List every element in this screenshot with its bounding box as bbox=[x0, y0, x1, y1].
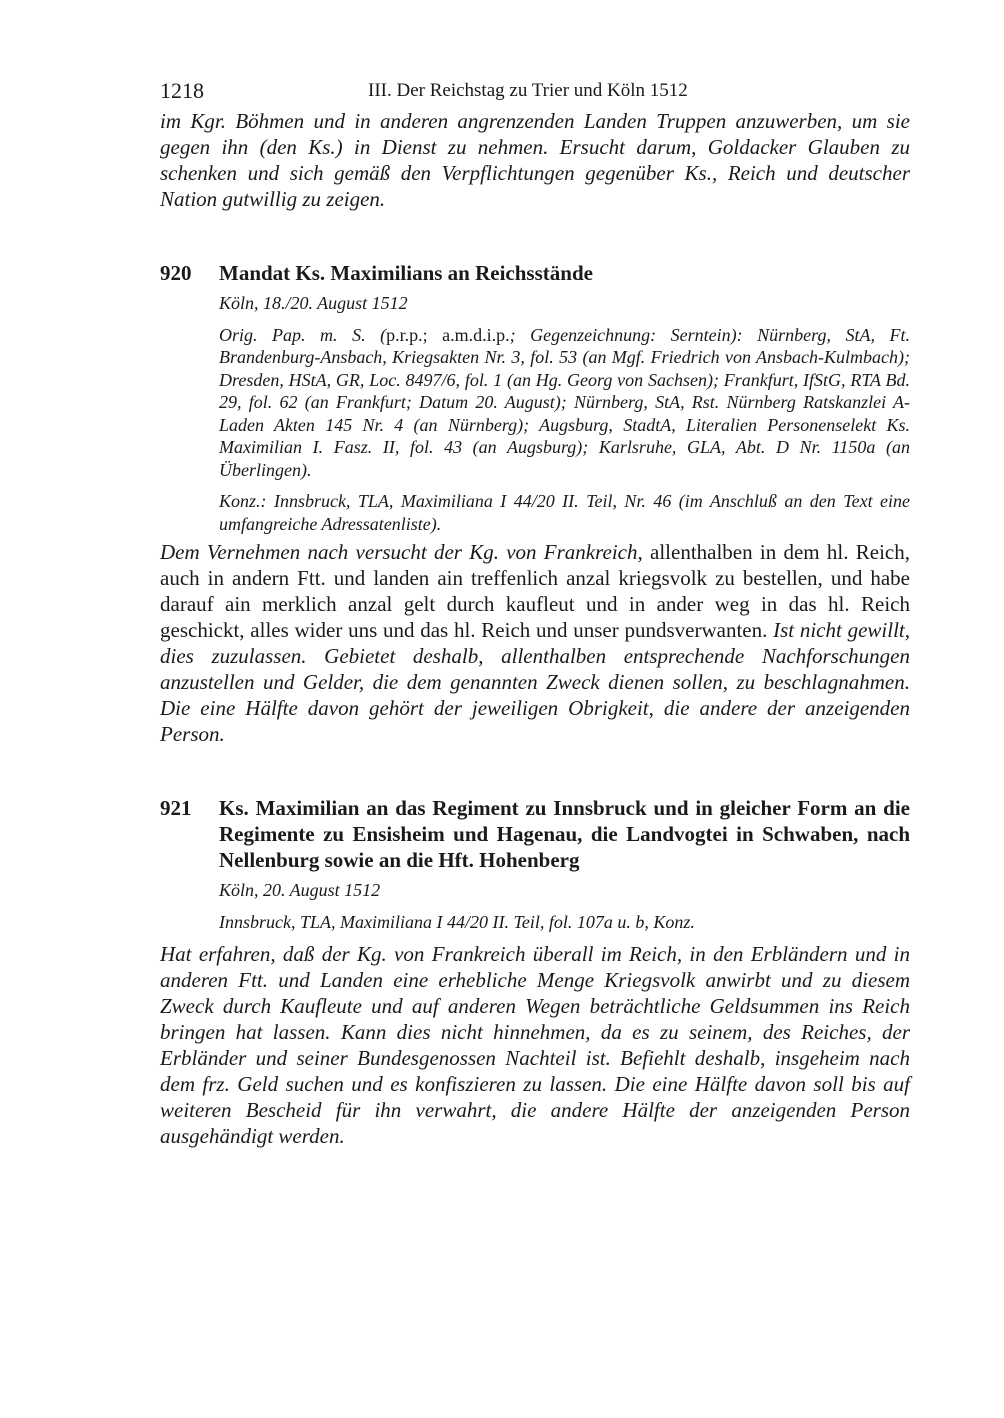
entry-place-date: Köln, 18./20. August 1512 bbox=[219, 293, 408, 313]
running-head: III. Der Reichstag zu Trier und Köln 1512 bbox=[368, 80, 688, 101]
body-italic-2: Ist nicht gewillt, dies zuzulassen. Gebietet deshalb, allenthalben entsprechende Nachforschungen anzustellen und Gelder, die dem genannten Zweck dienen sollen, zu beschlagnahmen. Die eine Hälfte davon gehört der jeweiligen Obrigkeit, die andere der anzeigenden Person. bbox=[160, 618, 910, 746]
entry-title: Ks. Maximilian an das Regiment zu Innsbruck und in gleicher Form an die Regimente zu Ensisheim und Hagenau, die Landvogtei in Schwaben, nach Nellenburg sowie an die Hft. Hohenberg bbox=[219, 796, 910, 872]
document-page bbox=[160, 78, 910, 1149]
entry-number: 921 bbox=[160, 796, 192, 820]
entry-title: Mandat Ks. Maximilians an Reichsstände bbox=[219, 261, 593, 285]
entry-sources bbox=[219, 324, 910, 482]
source-prefix: Orig. Pap. m. S. ( bbox=[219, 324, 387, 345]
entry-place-date: Köln, 20. August 1512 bbox=[219, 880, 381, 900]
entry-source: Innsbruck, TLA, Maximiliana I 44/20 II. Teil, fol. 107a u. b, Konz. bbox=[219, 911, 695, 932]
body-roman: allenthalben in dem hl. Reich, auch in andern Ftt. und landen ain treffenlich anzal kriegsvolk zu bestellen, und habe darauf ain merklich anzal gelt durch kaufleut und in ander weg in das hl. Reich geschickt, alles wider uns und das hl. Reich und unser pundsverwanten. bbox=[160, 540, 910, 642]
entry-draft-source: Konz.: Innsbruck, TLA, Maximiliana I 44/20 II. Teil, Nr. 46 (im Anschluß an den Text eine umfangreiche Adressatenliste). bbox=[219, 491, 910, 534]
entry-number: 920 bbox=[160, 261, 192, 285]
body-italic-1: Dem Vernehmen nach versucht der Kg. von Frankreich, bbox=[160, 540, 643, 564]
entry-920 bbox=[160, 260, 910, 747]
page-number: 1218 bbox=[160, 78, 204, 103]
intro-paragraph: im Kgr. Böhmen und in anderen angrenzenden Landen Truppen anzuwerben, um sie gegen ihn (den Ks.) in Dienst zu nehmen. Ersucht darum, Goldacker Glauben zu schenken und sich gemäß den Verpflichtungen gegenüber Ks., Reich und deutscher Nation gutwillig zu zeigen. bbox=[160, 109, 910, 211]
entry-921 bbox=[160, 795, 910, 1149]
entry-body: Hat erfahren, daß der Kg. von Frankreich überall im Reich, in den Erbländern und in anderen Ftt. und Landen eine erhebliche Menge Kriegsvolk anwirbt und zu diesem Zweck durch Kaufleute und auf anderen Wegen beträchtliche Geldsummen ins Reich bringen hat lassen. Kann dies nicht hinnehmen, da es zu seinem, des Reiches, der Erbländer und seiner Bundesgenossen Nachteil ist. Befiehlt deshalb, insgeheim nach dem frz. Geld suchen und es konfiszieren zu lassen. Die eine Hälfte davon soll bis auf weiteren Bescheid für ihn verwahrt, die andere Hälfte der anzeigenden Person ausgehändigt werden. bbox=[160, 942, 910, 1148]
source-roman-1: p.r.p.; bbox=[386, 324, 428, 345]
entry-body bbox=[160, 539, 910, 747]
page-header bbox=[160, 78, 910, 108]
source-rest: ; Gegenzeichnung: Serntein): Nürnberg, StA, Ft. Brandenburg-Ansbach, Kriegsakten Nr. 3, fol. 53 (an Mgf. Friedrich von Ansbach-Kulmbach); Dresden, HStA, GR, Loc. 8497/6, fol. 1 (an Hg. Georg von Sachsen); Frankfurt, IfStG, RTA Bd. 29, fol. 62 (an Frankfurt; Datum 20. August); Nürnberg, StA, Rst. Nürnberg Ratskanzlei A-Laden Akten 145 Nr. 4 (an Nürnberg); Augsburg, StadtA, Literalien Personenselekt Ks. Maximilian I. Fasz. II, fol. 43 (an Augsburg); Karlsruhe, GLA, Abt. D Nr. 1150a (an Überlingen). bbox=[219, 324, 911, 480]
source-roman-2: a.m.d.i.p. bbox=[442, 324, 510, 345]
